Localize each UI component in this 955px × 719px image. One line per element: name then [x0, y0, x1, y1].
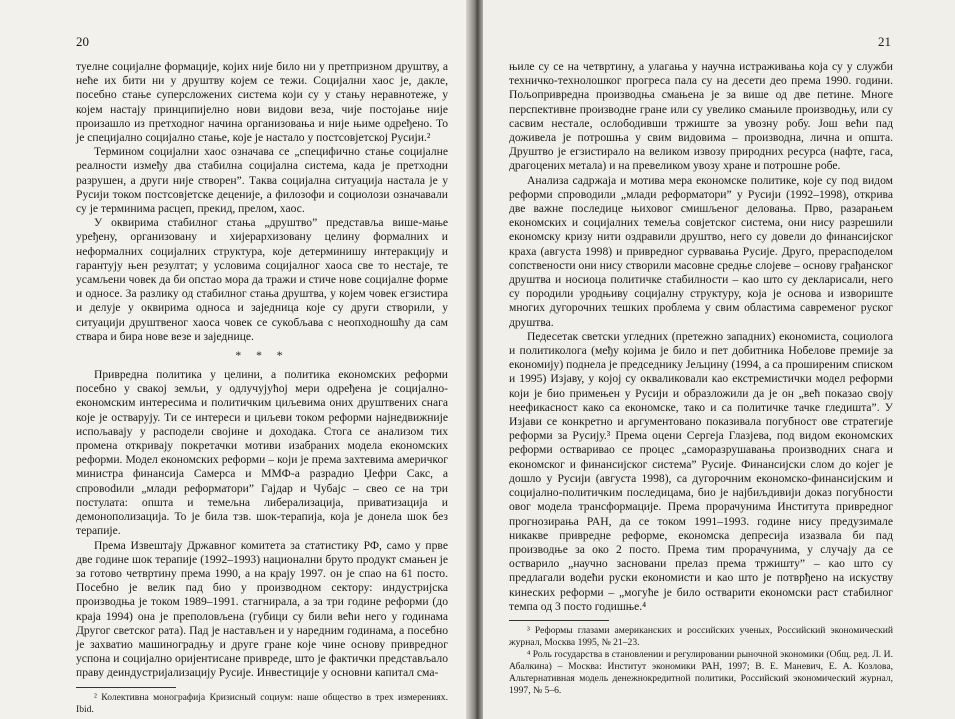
paragraph: У оквирима стабилног стања „друштво” представља више-мање уређену, организовану и хијерархизовану целину формалних и неформалних социјалних структура, које детерминишу интеракцију и гарантују њен резултат; у условима социјалног хаоса све то нестаје, те усамљени човек да би опстао мора да тражи и стиче нове социјалне форме и односе. За разлику од стабилног стања друштва, у којем човек егзистира и делује у оквирима односа и заједница које су други створили, у ситуацији друштвеног хаоса човек се сукобљава с неопходношћу да сам ствара и бира нове везе и заједнице.: [76, 216, 448, 343]
left-body-text: [76, 60, 448, 681]
paragraph: Привредна политика у целини, а политика економских реформи посебно у свакој земљи, у одлучујућој мери одређена је социјално-економским интересима и политичким циљевима оних друштвених снага које је остварују. Ти се интереси и циљеви током реформи најнедвижније испољавају у расподели својине и доходака. Стога се анализом тих промена откривају покретачки мотиви изабраних модела економских реформи. Модел економских реформи – који је према захтевима америчког министра финансија Самерса и ММФ-а разрадио Џефри Сакс, а спровodили „млади реформатори” Гајдар и Чубајс – свео се на три постулата: општа и темељна либерализација, приватизација и демонополизација. То је била тзв. шок-терапија, која је донела шок без терапије.: [76, 368, 448, 538]
right-body-text: [509, 60, 893, 614]
section-separator: * * *: [235, 349, 289, 363]
footnote-rule: [509, 620, 609, 621]
paragraph: Педесетак светски угледних (претежно западних) економиста, социолога и политиколога (међу којима је било и пет добитника Нобелове премије за економију) поднела је председнику Јељцину (1994, а са проширеним списком и 1995) Изјаву, у којој су окваликовали као екстремистички модел реформи који је био примењен у Русији и образложили да је он „већ показао своју неефикасност како са економске, тако и са политичке тачке гледишта”. У Изјави се конкретно и аргументовано показивала погубност ове стратегије реформи за Русију.³ Према оцени Сергеја Глазјева, под видом економских реформи остваривао се процес „саморазрушавања производних снага и економског и финансијског система” Русије. Финансијски слом до којег је дошло у Русији (августа 1998), са дугорочним економско-финансијским и социјално-политичким последицама, био је најбиљдивији доказ погубности овог модела трансформације. Према прорачунима Института привредног прогнозирања РАН, да се током 1991–1993. године нису предузимале никакве привредне реформе, економска депресија изазвала би пад производње за око 2 посто. Према тим прорачунима, у случају да се остварило „научно засновани прелаз према тржишту” – као што су предлагали водећи руски економисти и као што је потврђено на искуству кинеских реформи – „могуће је било остварити економски раст стабилног темпа од 3 посто годишње.⁴: [509, 329, 893, 613]
footnotes-left: [76, 692, 448, 716]
paragraph: Термином социјални хаос означава се „специфично стање социјалне реалности између два стабилна социјална система, када је претходни разрушен, а други није створен”. Таква социјална ситуација настала је у Русији током постсовјетске деценије, а филозофи и социолози означавали су је терминима расцеп, прекид, прелом, хаос.: [76, 145, 448, 216]
footnote: ⁴ Роль государства в становлении и регулировании рыночной экономики (Общ. ред. Л. И. Абалкина) – Москва: Институт экономики РАН, 1997; В. Е. Маневич, Е. А. Козлова, Альтернативная модель денежнокредитной политики, Российский экономический журнал, 1997, № 5–6.: [509, 648, 893, 696]
footnote: ³ Реформы глазами американских и российских ученых, Российский экономический журнал, Москва 1995, № 21–23.: [509, 624, 893, 648]
page-number-left: 20: [76, 34, 89, 49]
paragraph: њиле су се на четвртину, а улагања у научна истраживања која су у служби техничко-технолошког прогреса пала су на десети део према 1990. години. Пољопривредна производња смањена је за више од две петине. Многе перспективне производне гране или су увелико смањиле производњу, или су сасвим нестале, ослободивши тржиште за увозну робу. Још већи пад доживела је потрошња у свим видовима – производна, лична и општа. Друштво је егзистирало на великом извозу природних ресурса (нафте, гаса, драгоцених метала) и на превеликом увозу хране и потрошне робе.: [509, 60, 893, 173]
paragraph: Анализа садржаја и мотива мера економске политике, које су под видом реформи спроводили „млади реформатори” у Русији (1992–1998), открива две важне последице њиховог смишљеног деловања. Прво, разарањем економских и социјалних темеља совјетског система, они нису разрешили економску кризу нити оздравили друштво, него су довели до финансијског краха (августа 1998) и привредног сурвавања Русије. Друго, прерасподелом сопствености они нису створили масовне средње слојеве – основу грађанског друштва и носиоца политичке стабилности – као што су декларисали, него су породили уродњиву социјалну структуру, која је основа и извориште многих дугорочних тешких проблема у свим областима савременог руског друштва.: [509, 173, 893, 329]
right-page: [483, 0, 955, 719]
page-number-right: 21: [878, 34, 891, 49]
paragraph: Према Извештају Државног комитета за статистику РФ, само у прве две године шок терапије (1992–1993) национални бруто продукт смањен је за готово четвртину према 1990, а на крају 1997. он је спао на 61 посто. Посебно је велик пад био у производном сектору: индустријска производња је током 1989–1991. стагнирала, а за три године реформи (до краја 1994) она је преполовљена (губици су били већи него у годинама Другог светског рата). Пад је настављен и у наредним годинама, а посебно је захватио машиноградњу и друге гране које чине основу привредног успона и социјално оријентисане привреде, што је фактички представљало праву деиндустријализацију Русије. Инвестиције у основни капитал сма-: [76, 538, 448, 680]
paragraph: туелне социјалне формације, којих није било ни у претпризном друштву, а неће их бити ни у друштву којем се тежи. Социјални хаос је, дакле, посебно стање суперсложених система који су у стању неравнотеже, у којем настају принципијелно нови видови веза, чије постојање није произашло из претходног начина организовања и није њиме одређено. То је специјално социјално стање, које је настало у постсовјетској Русији.²: [76, 60, 448, 145]
footnotes-right: [509, 625, 893, 697]
footnote: ² Колективна монографија Кризисный социум: наше общество в трех измерениях. Ibid.: [76, 691, 448, 715]
left-page: [0, 0, 470, 719]
footnote-rule: [76, 687, 176, 688]
